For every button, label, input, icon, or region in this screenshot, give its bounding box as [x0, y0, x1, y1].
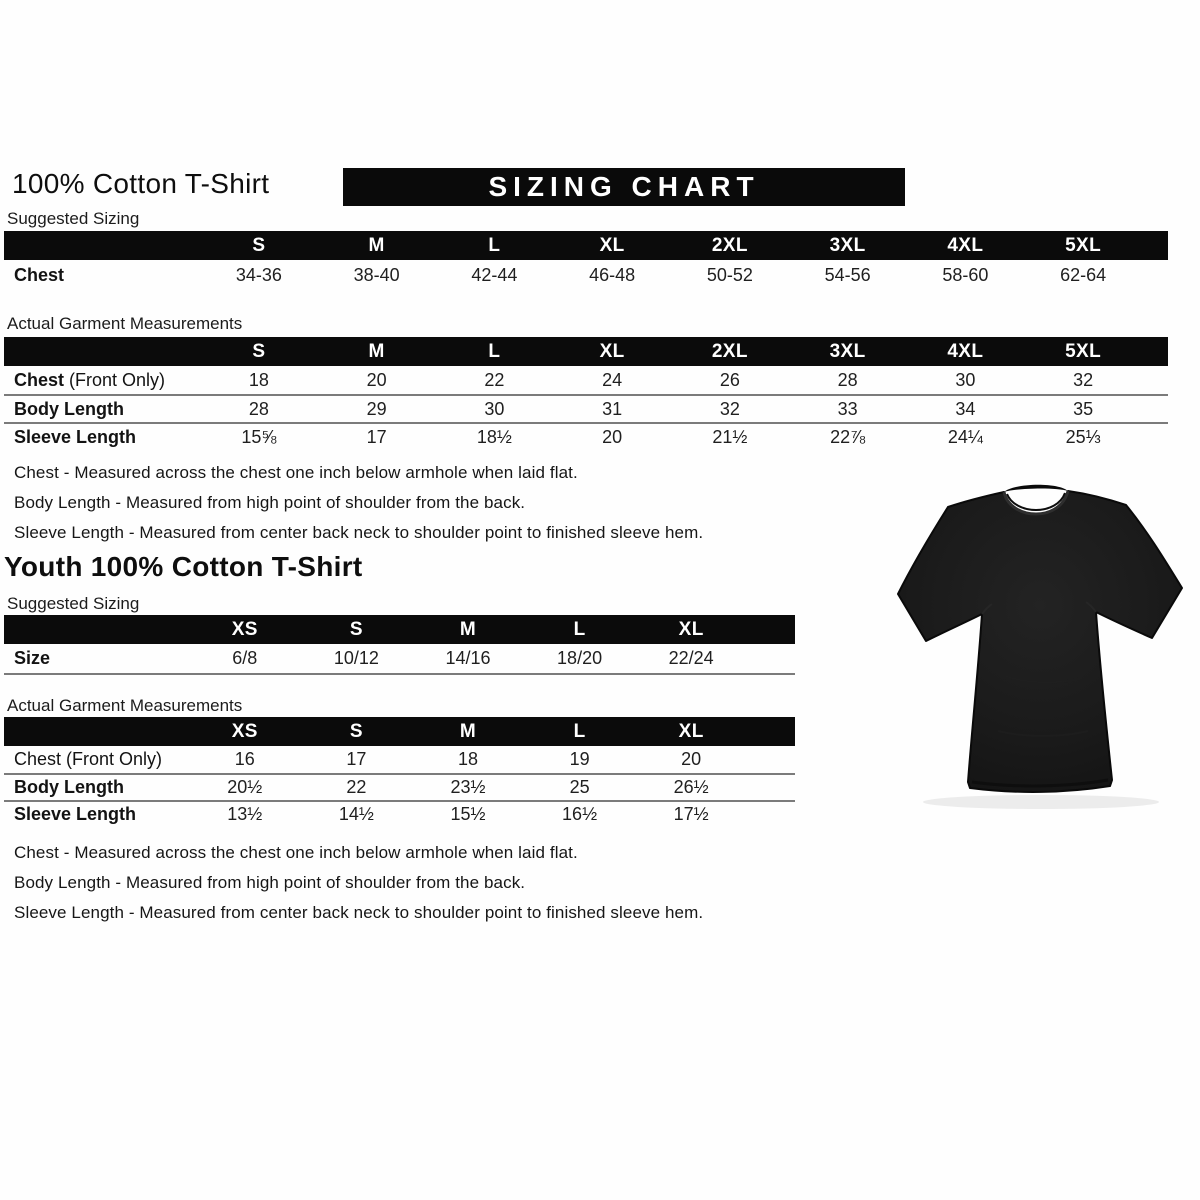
table-row — [4, 746, 795, 773]
measurement-note: Sleeve Length - Measured from center back neck to shoulder point to finished sleeve hem. — [14, 903, 704, 922]
cell-value: 21½ — [712, 426, 748, 447]
cell-value: 17½ — [673, 804, 709, 824]
adult-suggested-sizing-label: Suggested Sizing — [7, 209, 140, 228]
cell-value: 42-44 — [471, 265, 518, 285]
row-label-bold: Size — [14, 648, 51, 668]
row-label — [4, 427, 200, 448]
table-row — [4, 366, 1168, 394]
row-label — [4, 804, 189, 825]
column-header: L — [488, 340, 501, 362]
measurement-note: Chest - Measured across the chest one inch below armhole when laid flat. — [14, 843, 578, 862]
cell-value: 46-48 — [589, 265, 636, 285]
column-header: S — [349, 618, 363, 640]
table-row — [4, 773, 795, 800]
column-header: S — [252, 340, 266, 362]
cell-value: 17 — [346, 749, 367, 769]
table-row — [4, 422, 1168, 450]
cell-value: 23½ — [450, 777, 486, 797]
column-header: L — [488, 234, 501, 256]
table-header-row — [4, 337, 1168, 366]
column-header: L — [573, 618, 586, 640]
cell-value: 28 — [248, 398, 269, 419]
table-header-row — [4, 231, 1168, 260]
measurement-note: Body Length - Measured from high point of shoulder from the back. — [14, 493, 526, 512]
adult-actual-measurements-table — [4, 337, 1168, 450]
cell-value: 20 — [681, 749, 702, 769]
column-header: 3XL — [829, 234, 866, 256]
table-row — [4, 644, 795, 675]
cell-value: 25 — [569, 777, 590, 797]
cell-value: 50-52 — [706, 265, 753, 285]
cell-value: 18 — [457, 749, 478, 769]
column-header: XL — [678, 618, 704, 640]
row-label-bold: Chest — [14, 369, 65, 390]
cell-value: 22 — [346, 777, 367, 797]
row-label-rest: Chest (Front Only) — [14, 749, 163, 769]
column-header: 2XL — [711, 340, 748, 362]
cell-value: 38-40 — [353, 265, 400, 285]
row-label-bold: Body Length — [14, 777, 124, 797]
column-header: 5XL — [1065, 340, 1102, 362]
column-header: XS — [231, 618, 258, 640]
table-header-row — [4, 615, 795, 644]
adult-title: 100% Cotton T-Shirt — [12, 168, 270, 199]
row-label — [4, 648, 189, 669]
cell-value: 22 — [484, 369, 505, 390]
cell-value: 24¼ — [947, 426, 983, 447]
row-label-bold: Chest — [14, 265, 65, 285]
row-label — [4, 399, 200, 420]
column-header: XL — [599, 340, 625, 362]
row-label — [4, 777, 189, 798]
measurement-note: Sleeve Length - Measured from center back neck to shoulder point to finished sleeve hem. — [14, 523, 704, 542]
cell-value: 62-64 — [1060, 265, 1107, 285]
column-header: XS — [231, 720, 258, 742]
table-row — [4, 394, 1168, 422]
cell-value: 24 — [602, 369, 623, 390]
adult-actual-measurements-label: Actual Garment Measurements — [7, 314, 243, 333]
column-header: M — [459, 720, 477, 742]
cell-value: 26½ — [673, 777, 709, 797]
column-header: S — [252, 234, 266, 256]
row-label — [4, 370, 200, 391]
row-label — [4, 749, 189, 770]
row-label — [4, 265, 200, 286]
cell-value: 19 — [569, 749, 590, 769]
table-row — [4, 800, 795, 827]
cell-value: 14/16 — [445, 648, 491, 668]
cell-value: 16 — [234, 749, 255, 769]
cell-value: 54-56 — [824, 265, 871, 285]
cell-value: 14½ — [338, 804, 374, 824]
column-header: 2XL — [711, 234, 748, 256]
column-header: 5XL — [1065, 234, 1102, 256]
cell-value: 30 — [955, 369, 976, 390]
youth-actual-measurements-label: Actual Garment Measurements — [7, 696, 243, 715]
adult-measurement-notes — [14, 458, 703, 548]
sizing-chart-banner-text: SIZING CHART — [488, 171, 760, 202]
youth-title: Youth 100% Cotton T-Shirt — [4, 551, 363, 582]
table-header-row — [4, 717, 795, 746]
cell-value: 6/8 — [232, 648, 258, 668]
cell-value: 18 — [248, 369, 269, 390]
cell-value: 15⅝ — [241, 426, 277, 447]
cell-value: 20½ — [227, 777, 263, 797]
cell-value: 26 — [719, 369, 740, 390]
cell-value: 31 — [602, 398, 623, 419]
cell-value: 32 — [719, 398, 740, 419]
youth-measurement-notes — [14, 838, 703, 928]
row-label-bold: Sleeve Length — [14, 804, 137, 824]
tshirt-illustration — [886, 476, 1198, 820]
youth-suggested-sizing-table — [4, 615, 795, 675]
column-header: 4XL — [947, 340, 984, 362]
youth-suggested-sizing-label: Suggested Sizing — [7, 594, 140, 613]
black-tshirt-photo — [886, 476, 1198, 820]
adult-suggested-sizing-table — [4, 231, 1168, 291]
cell-value: 13½ — [227, 804, 263, 824]
cell-value: 58-60 — [942, 265, 989, 285]
column-header: 4XL — [947, 234, 984, 256]
cell-value: 29 — [366, 398, 387, 419]
cell-value: 17 — [366, 426, 387, 447]
cell-value: 18½ — [476, 426, 512, 447]
column-header: M — [368, 340, 385, 362]
cell-value: 35 — [1073, 398, 1094, 419]
cell-value: 20 — [602, 426, 623, 447]
measurement-note: Chest - Measured across the chest one inch below armhole when laid flat. — [14, 463, 578, 482]
cell-value: 28 — [837, 369, 858, 390]
cell-value: 30 — [484, 398, 505, 419]
cell-value: 32 — [1073, 369, 1094, 390]
cell-value: 10/12 — [333, 648, 379, 668]
column-header: L — [573, 720, 586, 742]
row-label-bold: Sleeve Length — [14, 426, 137, 447]
sizing-chart-banner — [343, 168, 905, 206]
cell-value: 34 — [955, 398, 976, 419]
cell-value: 20 — [366, 369, 387, 390]
measurement-note: Body Length - Measured from high point of shoulder from the back. — [14, 873, 526, 892]
column-header: XL — [599, 234, 625, 256]
cell-value: 18/20 — [557, 648, 603, 668]
cell-value: 34-36 — [235, 265, 282, 285]
row-label-rest: (Front Only) — [64, 369, 166, 390]
cell-value: 16½ — [562, 804, 598, 824]
column-header: XL — [678, 720, 704, 742]
column-header: M — [368, 234, 385, 256]
column-header: M — [459, 618, 477, 640]
cell-value: 33 — [837, 398, 858, 419]
youth-actual-measurements-table — [4, 717, 795, 827]
cell-value: 22/24 — [668, 648, 714, 668]
column-header: S — [349, 720, 363, 742]
row-label-bold: Body Length — [14, 398, 124, 419]
cell-value: 15½ — [450, 804, 486, 824]
column-header: 3XL — [829, 340, 866, 362]
table-row — [4, 260, 1168, 291]
cell-value: 25⅓ — [1065, 426, 1101, 447]
cell-value: 22⅞ — [830, 426, 866, 447]
